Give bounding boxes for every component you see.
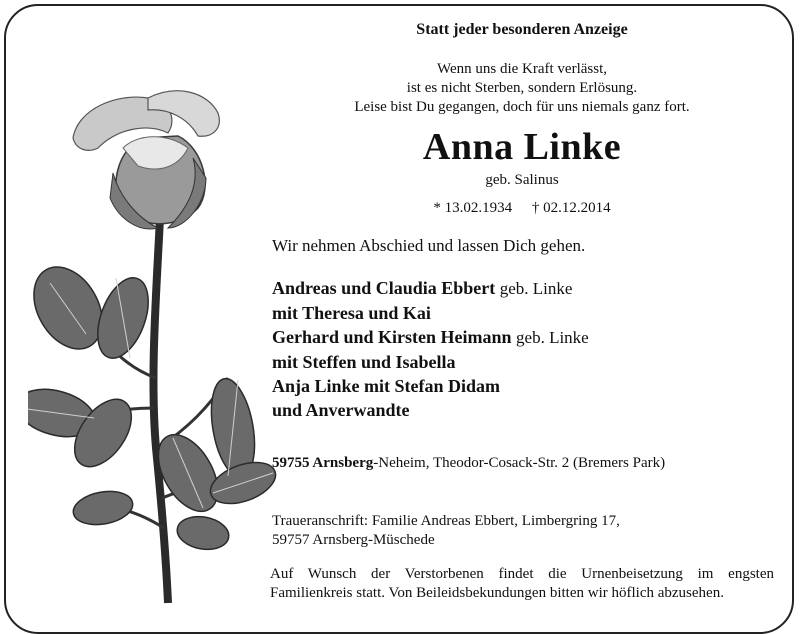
poem-line: Leise bist Du gegangen, doch für uns niemals ganz fort. bbox=[354, 99, 690, 115]
family-line bbox=[272, 276, 589, 301]
family-line: mit Steffen und Isabella bbox=[272, 352, 456, 372]
rose-illustration bbox=[28, 78, 278, 608]
family-maiden-note: geb. Linke bbox=[499, 279, 573, 298]
death-date: † 02.12.2014 bbox=[531, 200, 611, 216]
family-line: und Anverwandte bbox=[272, 400, 410, 420]
farewell-text: Wir nehmen Abschied und lassen Dich gehen. bbox=[272, 236, 586, 255]
poem-line: Wenn uns die Kraft verlässt, bbox=[437, 61, 607, 77]
rose-bloom bbox=[73, 91, 219, 229]
burial-note bbox=[270, 565, 774, 603]
life-dates bbox=[310, 200, 734, 217]
family-maiden-note: geb. Linke bbox=[516, 328, 589, 347]
rose-stem bbox=[153, 218, 168, 603]
poem bbox=[310, 60, 734, 117]
mailing-address bbox=[272, 512, 620, 550]
family-line bbox=[272, 325, 589, 350]
maiden-name: geb. Salinus bbox=[485, 172, 559, 188]
family-line: Anja Linke mit Stefan Didam bbox=[272, 376, 501, 396]
deceased-name: Anna Linke bbox=[422, 126, 622, 168]
family-name: Andreas und Claudia Ebbert bbox=[272, 278, 496, 298]
address-city: 59755 Arnsberg bbox=[272, 455, 374, 471]
note-line: Familienkreis statt. Von Beileidsbekundungen bitten wir höflich abzusehen. bbox=[270, 585, 724, 601]
family-line: mit Theresa und Kai bbox=[272, 303, 431, 323]
ceremony-address bbox=[272, 455, 665, 472]
birth-date: * 13.02.1934 bbox=[433, 200, 513, 216]
family-name: Gerhard und Kirsten Heimann bbox=[272, 327, 512, 347]
poem-line: ist es nicht Sterben, sondern Erlösung. bbox=[406, 80, 638, 96]
mailing-line: Traueranschrift: Familie Andreas Ebbert, Limbergring 17, bbox=[272, 513, 620, 529]
address-street: -Neheim, Theodor-Cosack-Str. 2 (Bremers Park) bbox=[373, 455, 666, 471]
family-list bbox=[272, 276, 589, 422]
notice-headline: Statt jeder besonderen Anzeige bbox=[416, 21, 628, 38]
mailing-line: 59757 Arnsberg-Müschede bbox=[272, 532, 435, 548]
note-line: Auf Wunsch der Verstorbenen findet die Urnenbeisetzung im engsten bbox=[270, 566, 774, 582]
